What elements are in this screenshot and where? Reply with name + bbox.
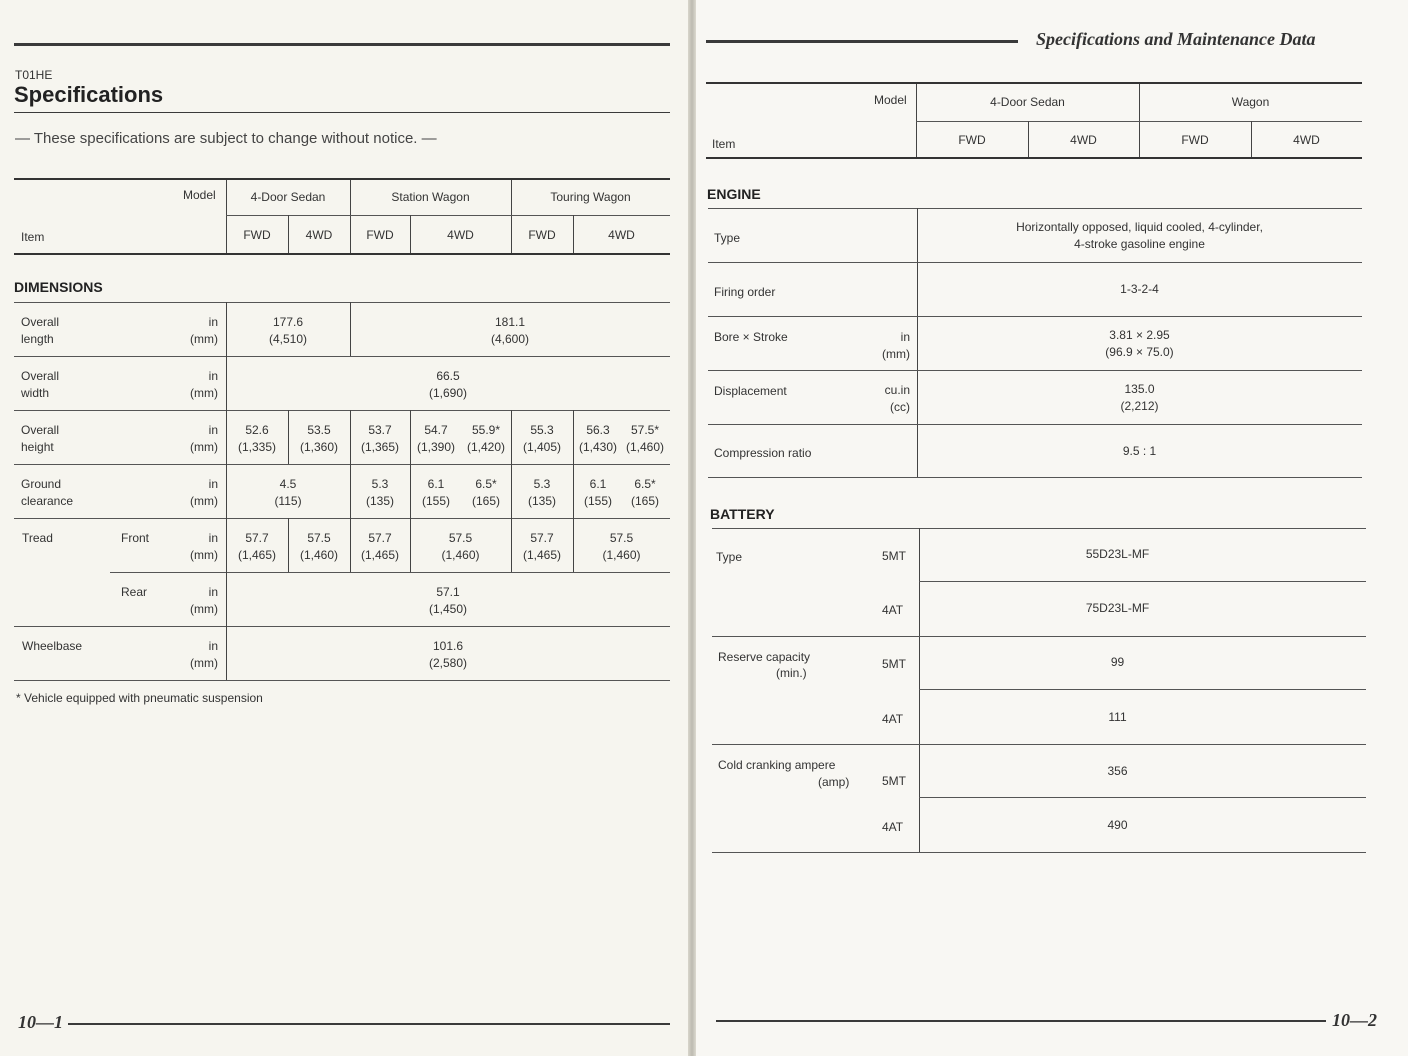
row-sublabel: Front <box>121 531 150 545</box>
row-label: Overall length <box>21 315 60 346</box>
value-cell: 56.3 (1,430) <box>578 423 618 454</box>
value-cell: 57.1 (1,450) <box>428 585 468 616</box>
value-cell: 1-3-2-4 <box>1120 282 1159 296</box>
row-label: Tread <box>22 531 53 545</box>
section-code: T01HE <box>15 68 53 82</box>
header-drive: 4WD <box>1293 133 1320 147</box>
value-cell: 57.7 (1,465) <box>237 531 277 562</box>
row-units: in (mm) <box>190 531 218 562</box>
row-label: Type <box>714 231 741 245</box>
value-cell: 55.9* (1,420) <box>466 423 506 454</box>
header-drive: 4WD <box>608 228 635 242</box>
row-units: cu.in (cc) <box>884 383 910 414</box>
header-drive: FWD <box>528 228 556 242</box>
header-drive: 4WD <box>1070 133 1097 147</box>
value-cell: 57.5* (1,460) <box>625 423 665 454</box>
value-cell: 57.7 (1,465) <box>360 531 400 562</box>
value-cell: 99 <box>1110 655 1125 669</box>
page-title: Specifications <box>14 82 164 107</box>
transmission-label: 5MT <box>882 774 906 788</box>
header-item: Item <box>21 230 45 244</box>
row-label: Overall height <box>21 423 60 454</box>
transmission-label: 4AT <box>882 603 904 617</box>
table-top-rule <box>706 82 1362 84</box>
row-sublabel: Rear <box>121 585 148 599</box>
row-units: (amp) <box>818 775 850 789</box>
header-drive: FWD <box>1181 133 1209 147</box>
value-cell: 6.1 (155) <box>583 477 612 508</box>
page-number: 10—2 <box>1332 1010 1377 1030</box>
transmission-label: 5MT <box>882 657 906 671</box>
row-units: in (mm) <box>882 330 910 361</box>
value-cell: 6.5* (165) <box>471 477 500 508</box>
row-label: Firing order <box>714 285 776 299</box>
footer-rule <box>68 1023 670 1025</box>
notice-text: — These specifications are subject to change without notice. — <box>15 130 437 147</box>
value-cell: 490 <box>1107 818 1128 832</box>
transmission-label: 4AT <box>882 712 904 726</box>
row-units: in (mm) <box>190 423 218 454</box>
value-cell: 53.5 (1,360) <box>299 423 339 454</box>
value-cell: 6.5* (165) <box>630 477 659 508</box>
row-label: Cold cranking ampere <box>718 758 836 772</box>
table-top-rule <box>14 178 670 180</box>
value-cell: 66.5 (1,690) <box>428 369 468 400</box>
footer-rule <box>716 1020 1326 1022</box>
row-label: Wheelbase <box>22 639 83 653</box>
value-cell: 57.5 (1,460) <box>441 531 480 562</box>
value-cell: 181.1 (4,600) <box>490 315 530 346</box>
header-drive: 4WD <box>305 228 333 242</box>
row-units: in (mm) <box>190 477 218 508</box>
header-drive: FWD <box>366 228 394 242</box>
value-cell: 54.7 (1,390) <box>416 423 456 454</box>
value-cell: 111 <box>1108 710 1127 724</box>
row-label: Reserve capacity <box>718 650 811 664</box>
value-cell: 53.7 (1,365) <box>360 423 400 454</box>
row-units: in (mm) <box>190 315 218 346</box>
section-dimensions: DIMENSIONS <box>14 279 103 295</box>
value-cell: 177.6 (4,510) <box>268 315 308 346</box>
row-label: Overall width <box>21 369 60 400</box>
header-bottom-rule <box>14 253 670 255</box>
page-number: 10—1 <box>18 1012 63 1032</box>
value-cell: 4.5 (115) <box>274 477 302 508</box>
row-units: in (mm) <box>190 369 218 400</box>
value-cell: 75D23L-MF <box>1085 601 1150 615</box>
book-gutter <box>688 0 696 1056</box>
value-cell: 356 <box>1107 764 1128 778</box>
top-rule <box>14 43 670 46</box>
value-cell: 5.3 (135) <box>527 477 556 508</box>
section-battery: BATTERY <box>710 506 775 522</box>
footnote: * Vehicle equipped with pneumatic suspension <box>16 691 263 705</box>
row-label: Type <box>716 550 743 564</box>
header-model-sedan: 4-Door Sedan <box>990 95 1065 109</box>
value-cell: 55D23L-MF <box>1085 547 1150 561</box>
transmission-label: 4AT <box>882 820 904 834</box>
header-drive: 4WD <box>447 228 474 242</box>
value-cell: 5.3 (135) <box>365 477 394 508</box>
value-cell: 52.6 (1,335) <box>237 423 277 454</box>
value-cell: 57.5 (1,460) <box>299 531 339 562</box>
left-page <box>0 0 688 1056</box>
transmission-label: 5MT <box>882 549 906 563</box>
header-model-sedan: 4-Door Sedan <box>250 190 326 204</box>
value-cell: 9.5 : 1 <box>1122 444 1157 458</box>
row-units: (min.) <box>776 666 807 680</box>
row-label: Compression ratio <box>714 446 812 460</box>
row-units: in (mm) <box>190 639 218 670</box>
header-model: Model <box>183 188 216 202</box>
value-cell: 57.7 (1,465) <box>522 531 562 562</box>
header-drive: FWD <box>958 133 986 147</box>
value-cell: Horizontally opposed, liquid cooled, 4-cylinder, 4-stroke gasoline engine <box>1016 220 1263 251</box>
right-page <box>696 0 1408 1056</box>
header-model-touring-wagon: Touring Wagon <box>550 190 631 204</box>
title-rule <box>14 112 670 113</box>
section-engine: ENGINE <box>707 186 761 202</box>
row-label: Ground clearance <box>21 477 74 508</box>
value-cell: 55.3 (1,405) <box>522 423 562 454</box>
value-cell: 3.81 × 2.95 (96.9 × 75.0) <box>1105 328 1174 359</box>
value-cell: 6.1 (155) <box>421 477 450 508</box>
header-item: Item <box>712 137 736 151</box>
header-model: Model <box>874 93 907 107</box>
value-cell: 101.6 (2,580) <box>428 639 468 670</box>
header-drive: FWD <box>243 228 271 242</box>
header-model-station-wagon: Station Wagon <box>391 190 470 204</box>
running-head: Specifications and Maintenance Data <box>1036 29 1316 49</box>
row-units: in (mm) <box>190 585 218 616</box>
row-label: Displacement <box>714 384 787 398</box>
head-rule <box>706 40 1018 43</box>
value-cell: 57.5 (1,460) <box>602 531 641 562</box>
row-label: Bore × Stroke <box>714 330 788 344</box>
header-model-wagon: Wagon <box>1231 95 1270 109</box>
header-bottom-rule <box>706 157 1362 159</box>
value-cell: 135.0 (2,212) <box>1120 382 1159 413</box>
